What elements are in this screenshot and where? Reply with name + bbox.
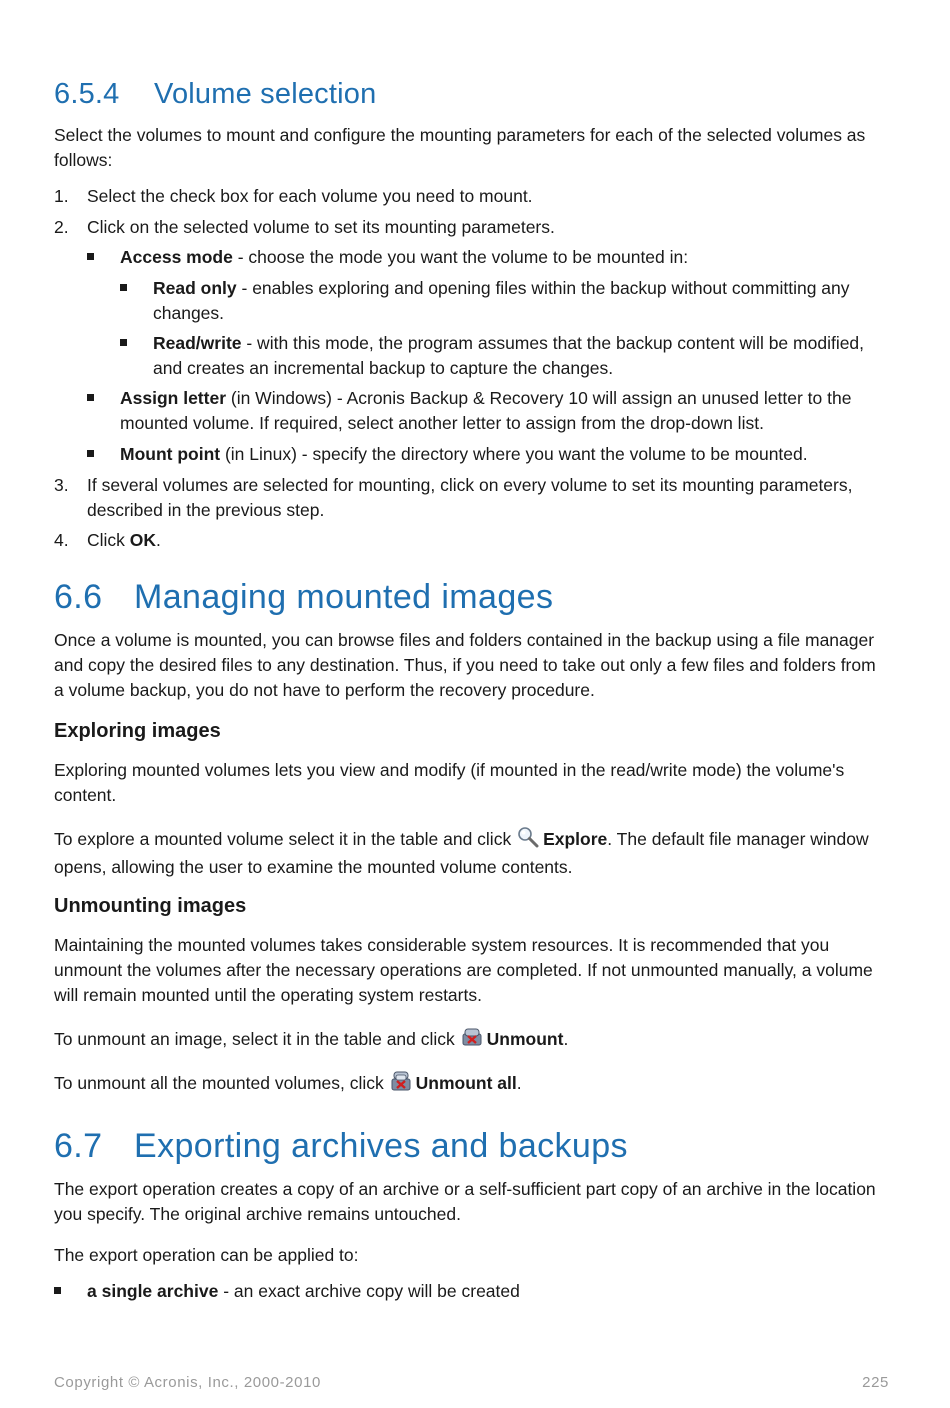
section-number: 6.7 xyxy=(54,1127,103,1165)
list-item xyxy=(54,528,887,553)
section-number: 6.6 xyxy=(54,578,103,616)
unmount-label: Unmount xyxy=(486,1029,564,1049)
section-title: Exporting archives and backups xyxy=(134,1127,628,1165)
bullet-term: Access mode xyxy=(120,247,233,267)
subheading-unmounting: Unmounting images xyxy=(54,895,247,917)
paragraph-unmount-all xyxy=(54,1070,890,1099)
bullet-square xyxy=(54,1287,61,1294)
paragraph: The export operation can be applied to: xyxy=(54,1245,359,1265)
bullet-square xyxy=(120,284,127,291)
section-heading-6-5-4 xyxy=(54,78,376,111)
bullet-term: a single archive xyxy=(87,1281,219,1301)
paragraph-text: To explore a mounted volume select it in the table and click xyxy=(54,829,517,849)
bullet-square xyxy=(87,253,94,260)
bullet-text: - choose the mode you want the volume to be mounted in: xyxy=(232,247,689,267)
bullet-assign-letter xyxy=(120,386,890,436)
list-text: Click on the selected volume to set its mounting parameters. xyxy=(87,217,555,237)
bullet-single-archive xyxy=(87,1279,887,1304)
list-text-end: . xyxy=(156,530,161,550)
bullet-square xyxy=(120,339,127,346)
paragraph-text: To unmount all the mounted volumes, click xyxy=(54,1073,389,1093)
bullet-text: (in Windows) - Acronis Backup & Recovery 10 will assign an unused letter to the mounted volume. If required, select another letter to assign from the drop-down list. xyxy=(120,388,852,433)
bullet-square xyxy=(87,450,94,457)
list-item xyxy=(54,473,867,523)
unmount-icon xyxy=(460,1026,484,1055)
paragraph-text-end: . xyxy=(563,1029,569,1049)
bullet-text: (in Linux) - specify the directory where you want the volume to be mounted. xyxy=(220,444,808,464)
paragraph-unmount xyxy=(54,1026,890,1055)
list-text: Select the check box for each volume you need to mount. xyxy=(87,186,533,206)
bullet-text: - an exact archive copy will be created xyxy=(218,1281,520,1301)
bullet-read-write xyxy=(153,331,888,381)
list-marker: 4. xyxy=(54,530,69,550)
footer-copyright: Copyright © Acronis, Inc., 2000-2010 xyxy=(54,1374,321,1391)
list-text: If several volumes are selected for mounting, click on every volume to set its mounting parameters, described in the previous step. xyxy=(87,475,853,520)
bullet-term: Assign letter xyxy=(120,388,226,408)
list-marker: 2. xyxy=(54,217,69,237)
explore-label: Explore xyxy=(543,829,608,849)
paragraph: The export operation creates a copy of an archive or a self-sufficient part copy of an archive in the location you specify. The original archive remains untouched. xyxy=(54,1179,876,1224)
section-heading-6-7 xyxy=(54,1127,628,1166)
unmount-all-label: Unmount all xyxy=(415,1073,517,1093)
bullet-term: Read/write xyxy=(153,333,242,353)
bullet-access-mode xyxy=(120,245,888,270)
page-number: 225 xyxy=(862,1374,889,1391)
list-text: Click xyxy=(87,530,130,550)
section-intro: Select the volumes to mount and configure the mounting parameters for each of the selected volumes as follows: xyxy=(54,125,866,170)
paragraph-text-end: . The default file manager window opens, allowing the user to examine the mounted volume contents. xyxy=(54,829,869,877)
section-title: Volume selection xyxy=(154,78,377,110)
paragraph: Exploring mounted volumes lets you view and modify (if mounted in the read/write mode) the volume's content. xyxy=(54,760,845,805)
list-marker: 1. xyxy=(54,186,69,206)
unmount-all-icon xyxy=(389,1070,413,1099)
section-heading-6-6 xyxy=(54,578,553,617)
subheading-exploring: Exploring images xyxy=(54,720,221,742)
section-number: 6.5.4 xyxy=(54,78,120,110)
list-marker: 3. xyxy=(54,475,69,495)
bullet-text: - enables exploring and opening files within the backup without committing any changes. xyxy=(153,278,850,323)
section-title: Managing mounted images xyxy=(134,578,554,616)
list-item xyxy=(54,215,887,240)
bullet-term: Read only xyxy=(153,278,237,298)
magnifier-icon xyxy=(516,826,540,855)
bullet-text: - with this mode, the program assumes that the backup content will be modified, and creates an incremental backup to capture the changes. xyxy=(153,333,865,378)
paragraph-text-end: . xyxy=(516,1073,522,1093)
paragraph: Maintaining the mounted volumes takes considerable system resources. It is recommended that you unmount the volumes after the necessary operations are completed. If not unmounted manually, a volume will remain mounted until the operating system restarts. xyxy=(54,935,873,1005)
paragraph-explore xyxy=(54,826,890,880)
list-item xyxy=(54,184,887,209)
section-intro: Once a volume is mounted, you can browse files and folders contained in the backup using a file manager and copy the desired files to any destination. Thus, if you need to take out only a few files and folders from a volume backup, you do not have to perform the recovery procedure. xyxy=(54,630,876,700)
ok-label: OK xyxy=(129,530,157,550)
bullet-term: Mount point xyxy=(120,444,221,464)
bullet-mount-point xyxy=(120,442,888,467)
bullet-square xyxy=(87,394,94,401)
paragraph-text: To unmount an image, select it in the table and click xyxy=(54,1029,460,1049)
bullet-read-only xyxy=(153,276,888,326)
